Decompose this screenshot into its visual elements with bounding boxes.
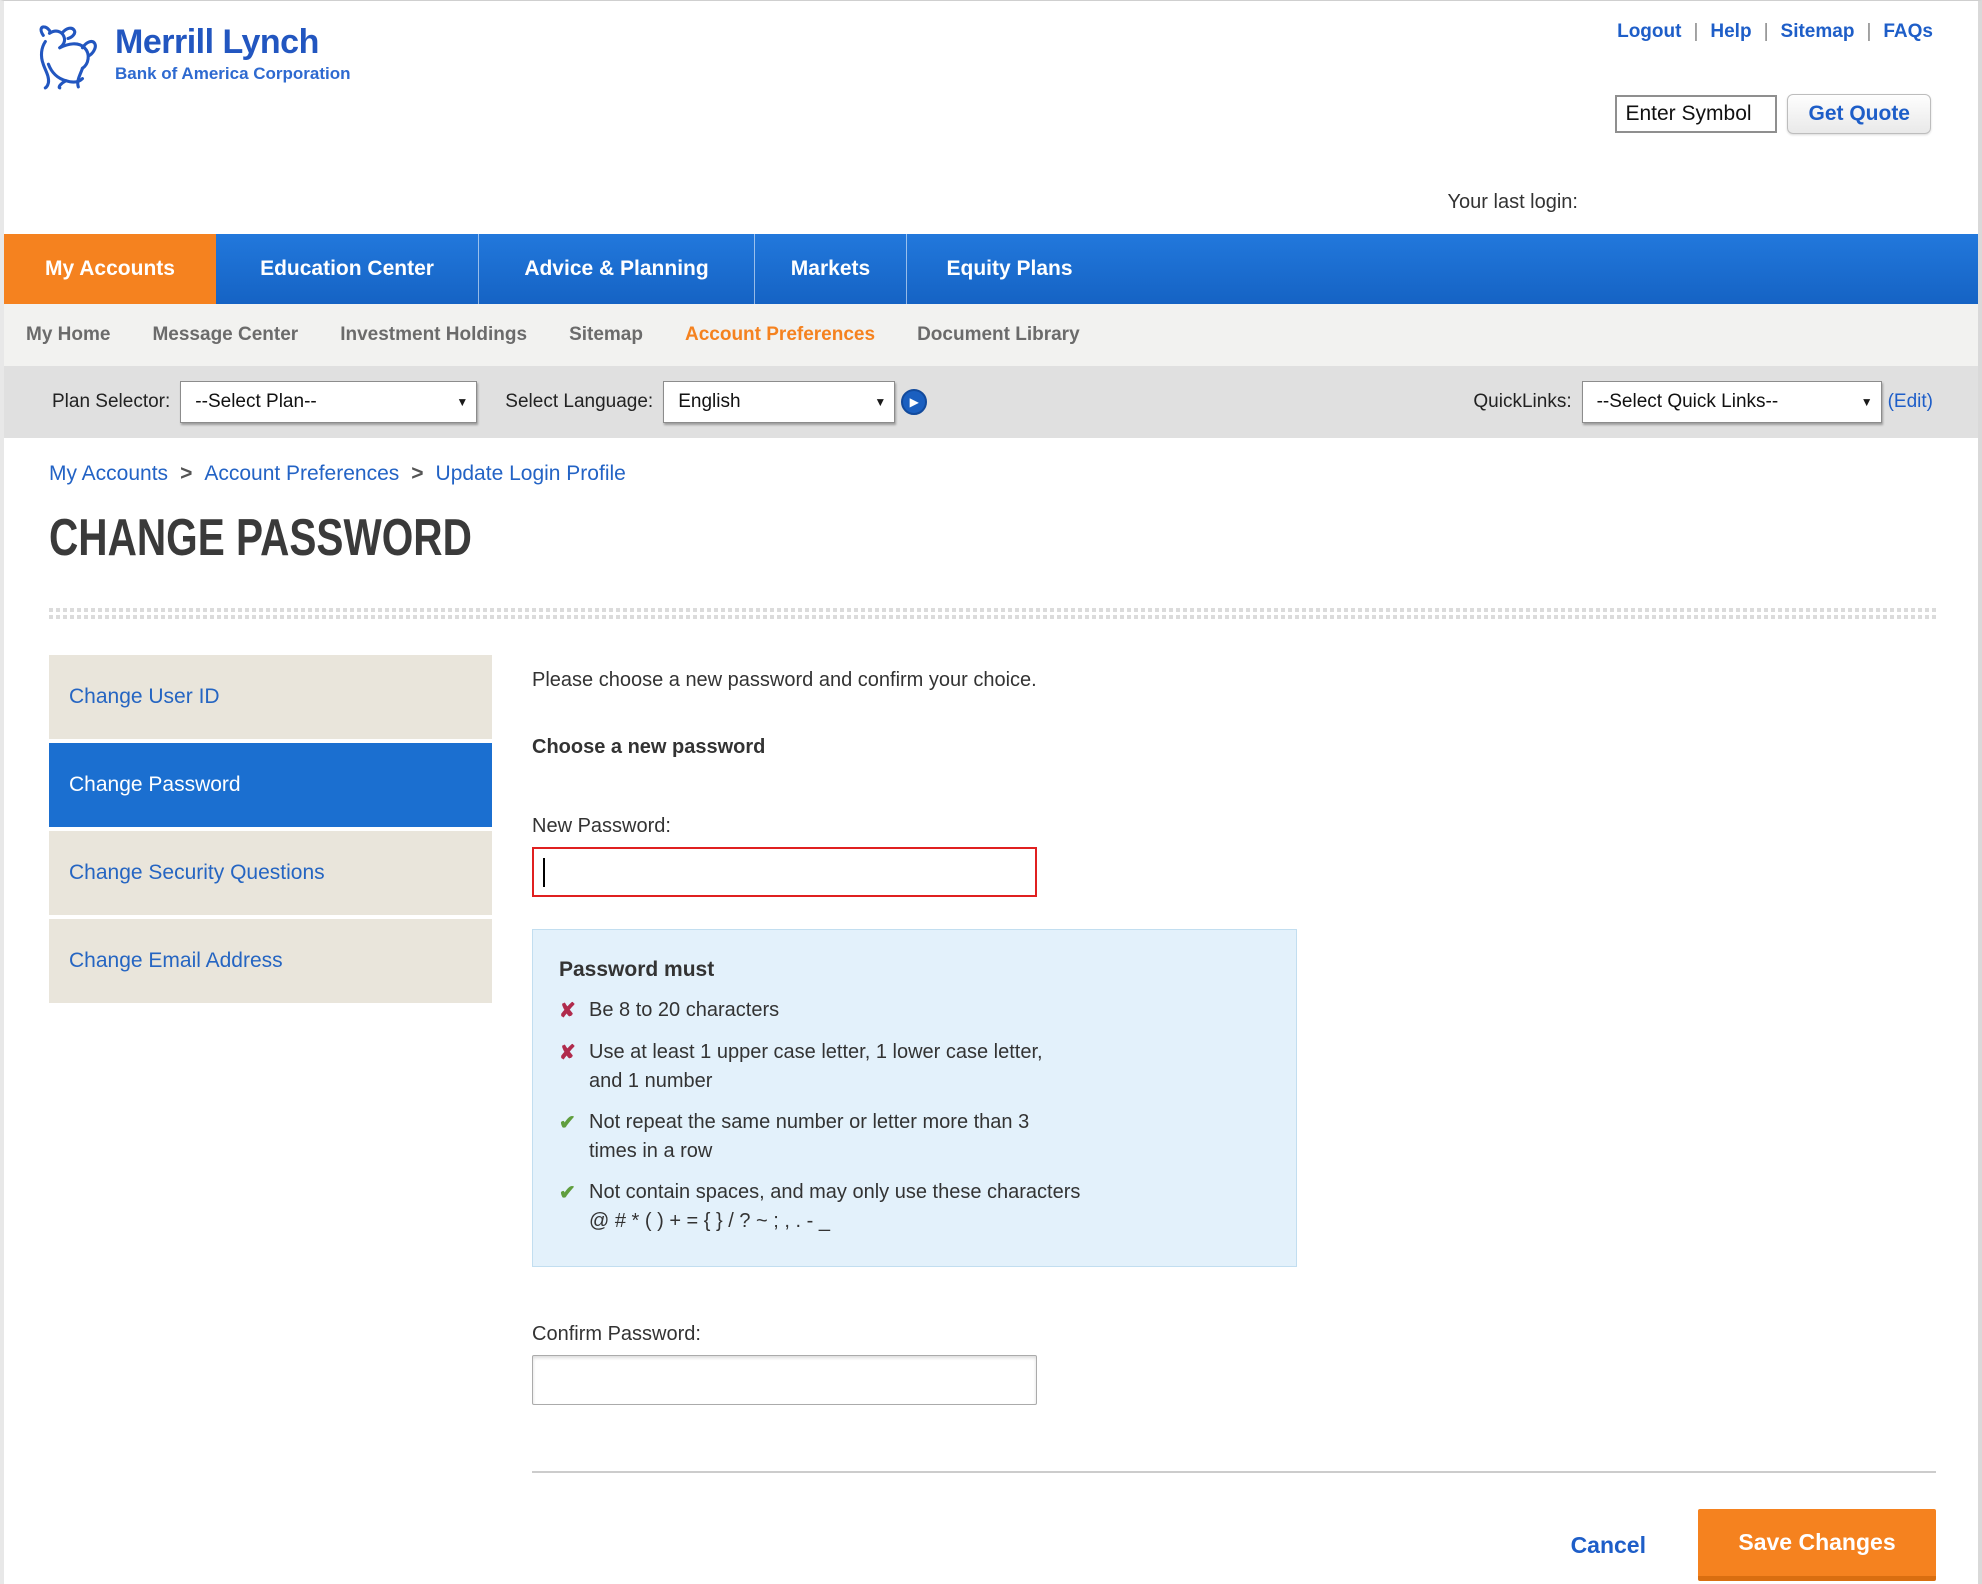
breadcrumb-separator: > bbox=[411, 462, 424, 485]
brand-name: Merrill Lynch bbox=[115, 23, 319, 61]
sidebar-item-change-security-questions[interactable]: Change Security Questions bbox=[49, 831, 492, 915]
content bbox=[4, 655, 1978, 1581]
requirement-line: Be 8 to 20 characters bbox=[589, 999, 780, 1021]
tab-my-accounts[interactable]: My Accounts bbox=[4, 234, 216, 304]
merrill-lynch-bull-icon bbox=[35, 23, 101, 91]
language-label: Select Language: bbox=[505, 391, 654, 412]
quicklinks-value: --Select Quick Links-- bbox=[1596, 391, 1779, 412]
plan-selector-label: Plan Selector: bbox=[52, 391, 171, 412]
language-value: English bbox=[678, 391, 741, 412]
help-link[interactable]: Help bbox=[1710, 21, 1752, 42]
requirements-list bbox=[559, 996, 1266, 1236]
x-mark-icon: ✘ bbox=[559, 1000, 576, 1022]
chevron-down-icon: ▼ bbox=[456, 395, 469, 409]
requirement-line: and 1 number bbox=[589, 1070, 713, 1092]
secondary-nav bbox=[4, 304, 1978, 366]
utility-separator: | bbox=[1693, 21, 1699, 42]
quicklinks-label: QuickLinks: bbox=[1473, 391, 1572, 412]
subnav-my-home[interactable]: My Home bbox=[26, 324, 111, 345]
language-group bbox=[505, 381, 927, 423]
new-password-field[interactable] bbox=[532, 847, 1037, 897]
utility-separator: | bbox=[1866, 21, 1872, 42]
password-requirements-box bbox=[532, 929, 1297, 1267]
breadcrumb-update-login-profile[interactable]: Update Login Profile bbox=[435, 462, 626, 485]
cancel-button[interactable]: Cancel bbox=[1570, 1531, 1646, 1558]
arrow-right-icon: ▶ bbox=[909, 395, 919, 409]
subnav-account-preferences[interactable]: Account Preferences bbox=[684, 324, 876, 345]
sidebar-item-change-password[interactable]: Change Password bbox=[49, 743, 492, 827]
nav-filler bbox=[1112, 234, 1978, 304]
requirement-line: Not contain spaces, and may only use these characters bbox=[589, 1181, 1081, 1203]
breadcrumb-my-accounts[interactable]: My Accounts bbox=[49, 462, 169, 485]
requirement-allowed-characters bbox=[559, 1178, 1266, 1236]
requirements-heading: Password must bbox=[559, 958, 715, 981]
tab-markets[interactable]: Markets bbox=[754, 234, 906, 304]
requirement-line: Not repeat the same number or letter more than 3 bbox=[589, 1111, 1030, 1133]
requirement-text bbox=[589, 1038, 1043, 1096]
logo-text bbox=[115, 23, 351, 84]
requirement-length bbox=[559, 996, 1266, 1026]
requirement-line: times in a row bbox=[589, 1140, 713, 1162]
merrill-lynch-logo bbox=[35, 23, 351, 91]
requirement-mixed-case bbox=[559, 1038, 1266, 1096]
get-quote-button[interactable]: Get Quote bbox=[1787, 94, 1931, 134]
check-mark-icon: ✔ bbox=[559, 1182, 576, 1204]
plan-selector-dropdown[interactable] bbox=[180, 381, 477, 423]
confirm-password-label: Confirm Password: bbox=[532, 1323, 701, 1345]
subnav-sitemap[interactable]: Sitemap bbox=[569, 324, 643, 345]
faqs-link[interactable]: FAQs bbox=[1883, 21, 1933, 42]
utility-nav bbox=[1617, 21, 1933, 43]
subnav-message-center[interactable]: Message Center bbox=[152, 324, 299, 345]
quicklinks-dropdown[interactable] bbox=[1582, 381, 1882, 423]
tab-advice-planning[interactable]: Advice & Planning bbox=[478, 234, 754, 304]
section-heading: Choose a new password bbox=[532, 736, 766, 758]
requirement-line: @ # * ( ) + = { } / ? ~ ; , . - _ bbox=[589, 1210, 830, 1232]
primary-nav bbox=[4, 234, 1978, 304]
dotted-divider bbox=[49, 608, 1936, 619]
sitemap-link[interactable]: Sitemap bbox=[1780, 21, 1855, 42]
form-divider bbox=[532, 1471, 1936, 1473]
confirm-password-field[interactable] bbox=[532, 1355, 1037, 1405]
quote-lookup bbox=[1615, 94, 1931, 134]
sidebar-item-change-email-address[interactable]: Change Email Address bbox=[49, 919, 492, 1003]
header bbox=[4, 1, 1978, 234]
brand-tagline: Bank of America Corporation bbox=[115, 64, 351, 83]
language-dropdown[interactable] bbox=[663, 381, 895, 423]
form-intro: Please choose a new password and confirm your choice. bbox=[532, 669, 1037, 691]
logout-link[interactable]: Logout bbox=[1617, 21, 1682, 42]
new-password-wrap bbox=[532, 847, 1936, 897]
tab-education-center[interactable]: Education Center bbox=[260, 257, 434, 280]
quicklinks-edit-link[interactable]: (Edit) bbox=[1887, 391, 1933, 412]
plan-selector-value: --Select Plan-- bbox=[195, 391, 317, 412]
subnav-document-library[interactable]: Document Library bbox=[917, 324, 1080, 345]
language-go-button[interactable] bbox=[901, 389, 927, 415]
tab-equity-plans[interactable]: Equity Plans bbox=[906, 234, 1112, 304]
utility-separator: | bbox=[1763, 21, 1769, 42]
chevron-down-icon: ▼ bbox=[1860, 395, 1873, 409]
breadcrumb bbox=[4, 438, 1978, 486]
requirement-no-repeat bbox=[559, 1108, 1266, 1166]
breadcrumb-account-preferences[interactable]: Account Preferences bbox=[204, 462, 400, 485]
quicklinks-group bbox=[1473, 381, 1933, 423]
symbol-input[interactable] bbox=[1615, 95, 1777, 133]
x-mark-icon: ✘ bbox=[559, 1042, 576, 1064]
page-title: CHANGE PASSWORD bbox=[49, 509, 472, 567]
requirement-line: Use at least 1 upper case letter, 1 lower case letter, bbox=[589, 1041, 1043, 1063]
requirement-text bbox=[589, 1178, 1080, 1236]
form-actions bbox=[532, 1509, 1936, 1581]
save-changes-button[interactable]: Save Changes bbox=[1698, 1509, 1936, 1581]
toolbar bbox=[4, 366, 1978, 438]
subnav-investment-holdings[interactable]: Investment Holdings bbox=[340, 324, 528, 345]
chevron-down-icon: ▼ bbox=[874, 395, 887, 409]
sidebar bbox=[49, 655, 492, 1581]
breadcrumb-separator: > bbox=[180, 462, 193, 485]
sidebar-item-change-user-id[interactable]: Change User ID bbox=[49, 655, 492, 739]
requirement-text bbox=[589, 996, 779, 1026]
check-mark-icon: ✔ bbox=[559, 1112, 576, 1134]
text-cursor bbox=[543, 858, 545, 887]
new-password-label: New Password: bbox=[532, 815, 671, 837]
last-login-label: Your last login: bbox=[1447, 191, 1578, 213]
requirement-text bbox=[589, 1108, 1029, 1166]
change-password-form bbox=[532, 655, 1936, 1581]
